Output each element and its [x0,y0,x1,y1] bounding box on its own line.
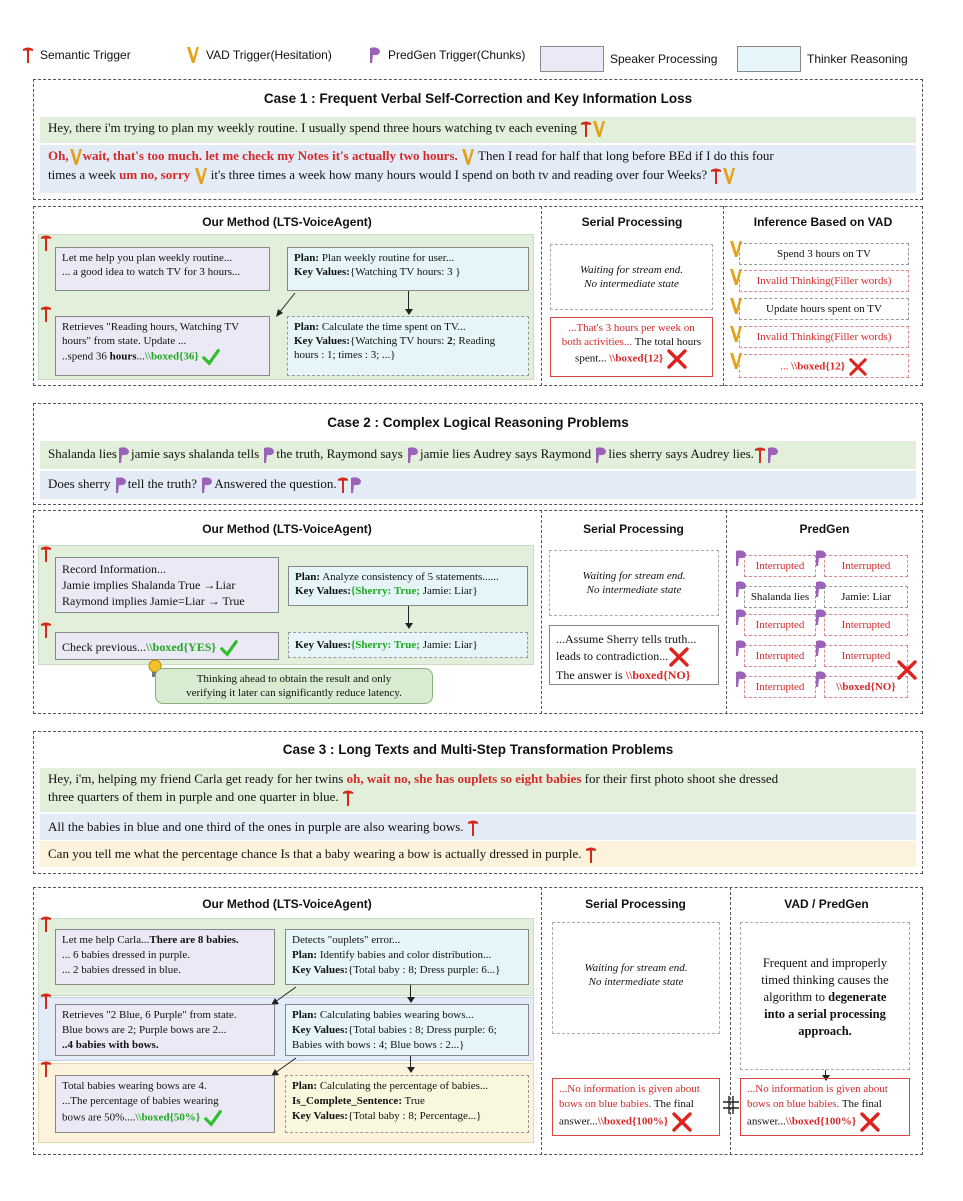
divider [726,510,727,714]
case3-thinker-2: Plan: Calculating babies wearing bows... Key Values:{Total babies : 8; Dress purple: 6; Babies with bows : 4; Blue bows : 2...} [285,1004,529,1056]
case2-our-title: Our Method (LTS-VoiceAgent) [202,522,372,536]
case1-line2: Oh, wait, that's too much. let me check my Notes it's actually two hours. Then I read for half that long before BEd if I do this four times a week um no, sorry it's three times a week how many hours would I spend on both tv and reading over four Weeks? [40,145,916,193]
semantic-trigger-icon [40,305,52,323]
predgen-right-item: Interrupted [824,614,908,636]
case1-vad-step-3: Update hours spent on TV [739,298,909,320]
legend-predgen: PredGen Trigger(Chunks) [368,46,525,64]
predgen-trigger-icon [734,608,748,626]
predgen-left-item: Interrupted [744,645,816,667]
predgen-right-item: Interrupted [824,555,908,577]
legend-vad: VAD Trigger(Hesitation) [186,46,332,64]
case3-line3: Can you tell me what the percentage chance Is that a baby wearing a bow is actually dressed in purple. [40,841,916,867]
semantic-trigger-icon [342,789,354,807]
cross-icon [848,358,868,376]
predgen-trigger-icon [814,670,828,688]
case3-speaker-2: Retrieves "2 Blue, 6 Purple" from state. Blue bows are 2; Purple bows are 2... ..4 babies with bows. [55,1004,275,1056]
cross-icon [666,349,688,369]
semantic-trigger-icon [337,476,349,494]
predgen-trigger-icon [734,580,748,598]
predgen-trigger-icon [594,446,608,464]
check-icon [203,1109,223,1127]
case1-line1: Hey, there i'm trying to plan my weekly routine. I usually spend three hours watching tv each evening [40,117,916,143]
predgen-trigger-icon [814,608,828,626]
case1-our-title: Our Method (LTS-VoiceAgent) [202,215,372,229]
case2-line2: Does sherry tell the truth? Answered the question. [40,471,916,499]
case3-serial-answer: ...No information is given about bows on blue babies. The final answer...\\boxed{100%} [552,1078,720,1136]
predgen-left-item: Interrupted [744,676,816,698]
case1-vad-step-2: Invalid Thinking(Filler words) [739,270,909,292]
case1-serial-answer: ...That's 3 hours per week on both activities... The total hours spent... \\boxed{12} [550,317,713,377]
arrow [408,291,409,314]
semantic-trigger-icon [710,167,722,185]
case1-speaker-2: Retrieves "Reading hours, Watching TV hours" from state. Update ... ..spend 36 hours...\\boxed{36} [55,316,270,376]
semantic-trigger-icon [40,545,52,563]
predgen-trigger-icon [734,549,748,567]
case1-vad-step-1: Spend 3 hours on TV [739,243,909,265]
predgen-trigger-icon [766,446,780,464]
predgen-right-item: \\boxed{NO} [824,676,908,698]
predgen-trigger-icon [368,46,382,64]
case2-thinker-2: Key Values:{Sherry: True; Jamie: Liar} [288,632,528,658]
case2-thinker-1: Plan: Analyze consistency of 5 statements...... Key Values:{Sherry: True; Jamie: Liar} [288,566,528,606]
predgen-right-item: Interrupted [824,645,908,667]
case3-thinker-3: Plan: Calculating the percentage of babies... Is_Complete_Sentence: True Key Values:{Total baby : 8; Percentage...} [285,1075,529,1133]
case3-line2: All the babies in blue and one third of the ones in purple are also wearing bows. [40,814,916,840]
speaker-swatch [540,46,604,72]
divider [723,206,724,386]
case3-vp-note: Frequent and improperly timed thinking causes the algorithm to degenerate into a serial processing approach. [740,922,910,1070]
case2-serial-answer: ...Assume Sherry tells truth... leads to contradiction... The answer is \\boxed{NO} [549,625,719,685]
case3-our-title: Our Method (LTS-VoiceAgent) [202,897,372,911]
predgen-trigger-icon [406,446,420,464]
thinker-swatch [737,46,801,72]
arrow [275,291,297,319]
case2-speaker-1: Record Information... Jamie implies Shalanda True →Liar Raymond implies Jamie=Liar → True [55,557,279,613]
case3-speaker-3: Total babies wearing bows are 4. ...The percentage of babies wearing bows are 50%....\\boxed{50%} [55,1075,275,1133]
case1-vad-step-5: ... \\boxed{12} [739,354,909,378]
predgen-trigger-icon [814,639,828,657]
divider [541,510,542,714]
cross-icon [668,647,690,667]
check-icon [201,348,221,366]
case1-vad-step-4: Invalid Thinking(Filler words) [739,326,909,348]
cross-icon [896,660,918,680]
case1-speaker-1: Let me help you plan weekly routine... ... a good idea to watch TV for 3 hours... [55,247,270,291]
case2-tip: Thinking ahead to obtain the result and only verifying it later can significantly reduce latency. [155,668,433,704]
case3-thinker-1: Detects "ouplets" error... Plan: Identify babies and color distribution... Key Values:{Total baby : 8; Dress purple: 6...} [285,929,529,985]
predgen-trigger-icon [200,476,214,494]
cross-icon [859,1112,881,1132]
legend-thinker: Thinker Reasoning [737,46,908,72]
predgen-left-item: Interrupted [744,555,816,577]
legend-semantic: Semantic Trigger [22,46,131,64]
case2-serial-wait: Waiting for stream end. No intermediate state [549,550,719,616]
legend-speaker: Speaker Processing [540,46,717,72]
semantic-trigger-icon [40,992,52,1010]
case3-title: Case 3 : Long Texts and Multi-Step Transformation Problems [282,742,674,757]
case1-serial-wait: Waiting for stream end. No intermediate state [550,244,713,310]
predgen-trigger-icon [114,476,128,494]
semantic-trigger-icon [22,46,34,64]
case2-line1: Shalanda lies jamie says shalanda tells the truth, Raymond says jamie lies Audrey says Raymond lies sherry says Audrey lies. [40,441,916,469]
predgen-trigger-icon [117,446,131,464]
vad-trigger-icon [461,148,475,166]
arrow [410,1056,411,1072]
case2-predgen-title: PredGen [799,522,850,536]
divider [541,206,542,386]
case1-thinker-2: Plan: Calculate the time spent on TV... Key Values:{Watching TV hours: 2; Reading hours : 1; times : 3; ...} [287,316,529,376]
cross-icon [671,1112,693,1132]
semantic-trigger-icon [467,819,479,837]
semantic-trigger-icon [40,621,52,639]
semantic-trigger-icon [580,120,592,138]
vad-trigger-icon [194,167,208,185]
check-icon [219,639,239,657]
vad-trigger-icon [592,120,606,138]
case2-title: Case 2 : Complex Logical Reasoning Problems [327,415,629,430]
case1-vad-title: Inference Based on VAD [753,215,893,229]
predgen-trigger-icon [262,446,276,464]
arrow [408,606,409,628]
predgen-trigger-icon [734,639,748,657]
case1-title: Case 1 : Frequent Verbal Self-Correction and Key Information Loss [263,91,693,106]
case3-line1: Hey, i'm, helping my friend Carla get ready for her twins oh, wait no, she has ouplets so eight babies for their first photo shoot she dressed three quarters of them in purple and one quarter in blue. [40,768,916,812]
predgen-right-item: Jamie: Liar [824,586,908,608]
case3-serial-title: Serial Processing [585,897,686,911]
predgen-trigger-icon [814,580,828,598]
case2-serial-title: Serial Processing [583,522,684,536]
semantic-trigger-icon [754,446,766,464]
predgen-trigger-icon [814,549,828,567]
semantic-trigger-icon [40,234,52,252]
case1-serial-title: Serial Processing [581,215,683,229]
case2-speaker-2: Check previous...\\boxed{YES} [55,632,279,660]
case1-thinker-1: Plan: Plan weekly routine for user... Key Values:{Watching TV hours: 3 } [287,247,529,291]
case3-vp-answer: ...No information is given about bows on blue babies. The final answer...\\boxed{100%} [740,1078,910,1136]
vad-trigger-icon [722,167,736,185]
predgen-left-item: Interrupted [744,614,816,636]
semantic-trigger-icon [40,1060,52,1078]
divider [541,887,542,1155]
arrow [410,985,411,1002]
case3-vp-title: VAD / PredGen [784,897,869,911]
vad-trigger-icon [186,46,200,64]
vad-trigger-icon [69,148,83,166]
predgen-trigger-icon [734,670,748,688]
equivalent-icon [721,1094,741,1116]
semantic-trigger-icon [585,846,597,864]
predgen-trigger-icon [349,476,363,494]
case3-serial-wait: Waiting for stream end. No intermediate state [552,922,720,1034]
predgen-left-item: Shalanda lies [744,586,816,608]
semantic-trigger-icon [40,915,52,933]
case3-speaker-1: Let me help Carla...There are 8 babies. ... 6 babies dressed in purple. ... 2 babies dressed in blue. [55,929,275,985]
